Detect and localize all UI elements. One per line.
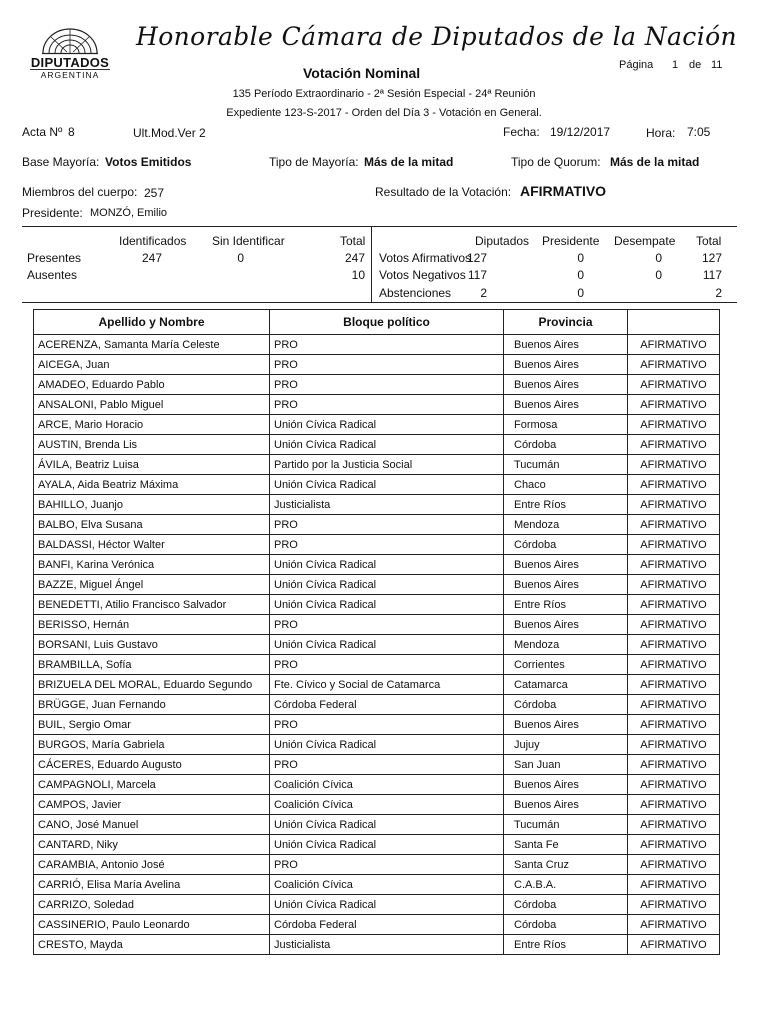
member-voto: AFIRMATIVO bbox=[628, 395, 720, 415]
member-voto: AFIRMATIVO bbox=[628, 675, 720, 695]
member-name: BANFI, Karina Verónica bbox=[34, 555, 270, 575]
member-name: BRIZUELA DEL MORAL, Eduardo Segundo bbox=[34, 675, 270, 695]
logo-main-text: DIPUTADOS bbox=[30, 55, 110, 70]
page-number: 1 bbox=[672, 59, 679, 71]
tipo-quorum-label: Tipo de Quorum: bbox=[511, 155, 601, 169]
member-provincia: Buenos Aires bbox=[504, 795, 628, 815]
negativos-presidente: 0 bbox=[577, 268, 584, 282]
member-name: CÁCERES, Eduardo Augusto bbox=[34, 755, 270, 775]
table-row bbox=[34, 355, 720, 375]
member-name: AYALA, Aida Beatriz Máxima bbox=[34, 475, 270, 495]
tipo-mayoria-value: Más de la mitad bbox=[364, 155, 454, 169]
member-voto: AFIRMATIVO bbox=[628, 775, 720, 795]
presentes-identificados: 247 bbox=[141, 251, 162, 265]
table-row bbox=[34, 715, 720, 735]
afirmativos-label: Votos Afirmativos bbox=[379, 251, 472, 265]
document-title: Votación Nominal bbox=[303, 65, 421, 81]
summary-divider bbox=[371, 226, 372, 302]
member-voto: AFIRMATIVO bbox=[628, 895, 720, 915]
table-row bbox=[34, 575, 720, 595]
member-provincia: Entre Ríos bbox=[504, 495, 628, 515]
table-row bbox=[34, 735, 720, 755]
member-provincia: Tucumán bbox=[504, 815, 628, 835]
member-bloque: PRO bbox=[270, 375, 504, 395]
tipo-mayoria-label: Tipo de Mayoría: bbox=[269, 155, 359, 169]
negativos-desempate: 0 bbox=[655, 268, 662, 282]
chamber-logo bbox=[30, 25, 110, 80]
presidente-value: MONZÓ, Emilio bbox=[90, 207, 167, 219]
member-voto: AFIRMATIVO bbox=[628, 575, 720, 595]
member-voto: AFIRMATIVO bbox=[628, 595, 720, 615]
base-mayoria-value: Votos Emitidos bbox=[105, 155, 192, 169]
member-provincia: Entre Ríos bbox=[504, 595, 628, 615]
session-line: 135 Período Extraordinario - 2ª Sesión Especial - 24ª Reunión bbox=[232, 88, 536, 100]
member-provincia: Chaco bbox=[504, 475, 628, 495]
member-voto: AFIRMATIVO bbox=[628, 915, 720, 935]
member-name: BRÜGGE, Juan Fernando bbox=[34, 695, 270, 715]
member-bloque: Unión Cívica Radical bbox=[270, 475, 504, 495]
member-name: CRESTO, Mayda bbox=[34, 935, 270, 955]
resultado-label: Resultado de la Votación: bbox=[375, 185, 512, 199]
table-row bbox=[34, 455, 720, 475]
logo-sub-text: ARGENTINA bbox=[30, 69, 110, 80]
table-row bbox=[34, 895, 720, 915]
member-name: AICEGA, Juan bbox=[34, 355, 270, 375]
member-voto: AFIRMATIVO bbox=[628, 495, 720, 515]
page-total: 11 bbox=[711, 59, 723, 71]
member-voto: AFIRMATIVO bbox=[628, 415, 720, 435]
table-row bbox=[34, 375, 720, 395]
summary-bottom-rule bbox=[22, 302, 737, 303]
member-name: CAMPOS, Javier bbox=[34, 795, 270, 815]
member-name: BALBO, Elva Susana bbox=[34, 515, 270, 535]
table-row bbox=[34, 815, 720, 835]
table-header-row bbox=[34, 310, 720, 335]
hora-value: 7:05 bbox=[687, 125, 711, 139]
member-bloque: PRO bbox=[270, 855, 504, 875]
table-row bbox=[34, 915, 720, 935]
member-provincia: Buenos Aires bbox=[504, 355, 628, 375]
member-bloque: Unión Cívica Radical bbox=[270, 435, 504, 455]
member-provincia: Córdoba bbox=[504, 435, 628, 455]
member-name: CANTARD, Niky bbox=[34, 835, 270, 855]
member-bloque: Coalición Cívica bbox=[270, 795, 504, 815]
member-name: BENEDETTI, Atilio Francisco Salvador bbox=[34, 595, 270, 615]
abstenciones-presidente: 0 bbox=[577, 286, 584, 300]
member-provincia: Buenos Aires bbox=[504, 335, 628, 355]
member-voto: AFIRMATIVO bbox=[628, 355, 720, 375]
fecha-value: 19/12/2017 bbox=[550, 125, 611, 139]
member-provincia: Tucumán bbox=[504, 455, 628, 475]
member-bloque: Unión Cívica Radical bbox=[270, 895, 504, 915]
member-name: CARAMBIA, Antonio José bbox=[34, 855, 270, 875]
fecha-label: Fecha: bbox=[503, 125, 540, 139]
column-header-provincia: Provincia bbox=[504, 310, 628, 335]
member-bloque: Unión Cívica Radical bbox=[270, 415, 504, 435]
member-voto: AFIRMATIVO bbox=[628, 615, 720, 635]
member-bloque: Unión Cívica Radical bbox=[270, 595, 504, 615]
member-provincia: Córdoba bbox=[504, 535, 628, 555]
member-voto: AFIRMATIVO bbox=[628, 695, 720, 715]
table-row bbox=[34, 435, 720, 455]
member-bloque: Unión Cívica Radical bbox=[270, 635, 504, 655]
negativos-total: 117 bbox=[702, 268, 722, 282]
votes-header-diputados: Diputados bbox=[475, 234, 530, 248]
member-voto: AFIRMATIVO bbox=[628, 795, 720, 815]
member-voto: AFIRMATIVO bbox=[628, 475, 720, 495]
member-name: CARRIÓ, Elisa María Avelina bbox=[34, 875, 270, 895]
member-voto: AFIRMATIVO bbox=[628, 435, 720, 455]
member-name: BORSANI, Luis Gustavo bbox=[34, 635, 270, 655]
member-provincia: Buenos Aires bbox=[504, 555, 628, 575]
member-bloque: Coalición Cívica bbox=[270, 875, 504, 895]
member-provincia: Buenos Aires bbox=[504, 395, 628, 415]
chamber-title: Honorable Cámara de Diputados de la Nación bbox=[136, 22, 738, 51]
acta-label: Acta Nº bbox=[22, 125, 63, 139]
table-row bbox=[34, 855, 720, 875]
member-voto: AFIRMATIVO bbox=[628, 875, 720, 895]
column-header-voto bbox=[628, 310, 720, 335]
member-provincia: C.A.B.A. bbox=[504, 875, 628, 895]
member-name: CAMPAGNOLI, Marcela bbox=[34, 775, 270, 795]
member-provincia: Buenos Aires bbox=[504, 615, 628, 635]
member-bloque: Fte. Cívico y Social de Catamarca bbox=[270, 675, 504, 695]
member-bloque: Unión Cívica Radical bbox=[270, 735, 504, 755]
dome-icon bbox=[39, 25, 101, 55]
expediente-line: Expediente 123-S-2017 - Orden del Día 3 - Votación en General. bbox=[226, 107, 542, 119]
member-bloque: Partido por la Justicia Social bbox=[270, 455, 504, 475]
presidente-label: Presidente: bbox=[22, 206, 83, 220]
member-provincia: Mendoza bbox=[504, 515, 628, 535]
votes-header-desempate: Desempate bbox=[614, 234, 676, 248]
member-voto: AFIRMATIVO bbox=[628, 715, 720, 735]
member-bloque: Unión Cívica Radical bbox=[270, 835, 504, 855]
member-bloque: PRO bbox=[270, 715, 504, 735]
member-voto: AFIRMATIVO bbox=[628, 735, 720, 755]
member-name: BUIL, Sergio Omar bbox=[34, 715, 270, 735]
member-voto: AFIRMATIVO bbox=[628, 555, 720, 575]
summary-top-rule bbox=[22, 226, 737, 227]
presentes-sin-identificar: 0 bbox=[237, 251, 244, 265]
ausentes-total: 10 bbox=[351, 268, 365, 282]
member-provincia: Córdoba bbox=[504, 915, 628, 935]
member-bloque: PRO bbox=[270, 535, 504, 555]
member-provincia: Buenos Aires bbox=[504, 375, 628, 395]
member-voto: AFIRMATIVO bbox=[628, 535, 720, 555]
member-voto: AFIRMATIVO bbox=[628, 935, 720, 955]
member-bloque: PRO bbox=[270, 615, 504, 635]
member-bloque: Justicialista bbox=[270, 935, 504, 955]
miembros-label: Miembros del cuerpo: bbox=[22, 185, 138, 199]
member-provincia: Córdoba bbox=[504, 895, 628, 915]
member-name: CANO, José Manuel bbox=[34, 815, 270, 835]
member-bloque: Unión Cívica Radical bbox=[270, 575, 504, 595]
member-bloque: Córdoba Federal bbox=[270, 915, 504, 935]
table-row bbox=[34, 415, 720, 435]
member-name: ARCE, Mario Horacio bbox=[34, 415, 270, 435]
table-row bbox=[34, 395, 720, 415]
attendance-header-total: Total bbox=[340, 234, 366, 248]
member-voto: AFIRMATIVO bbox=[628, 835, 720, 855]
member-bloque: Unión Cívica Radical bbox=[270, 815, 504, 835]
member-provincia: Buenos Aires bbox=[504, 575, 628, 595]
member-bloque: PRO bbox=[270, 515, 504, 535]
presentes-label: Presentes bbox=[27, 251, 82, 265]
miembros-value: 257 bbox=[144, 186, 165, 200]
member-provincia: Buenos Aires bbox=[504, 715, 628, 735]
member-voto: AFIRMATIVO bbox=[628, 855, 720, 875]
member-voto: AFIRMATIVO bbox=[628, 655, 720, 675]
member-voto: AFIRMATIVO bbox=[628, 635, 720, 655]
attendance-header-sin-identificar: Sin Identificar bbox=[212, 234, 285, 248]
table-row bbox=[34, 835, 720, 855]
member-provincia: Santa Fe bbox=[504, 835, 628, 855]
attendance-header-identificados: Identificados bbox=[119, 234, 187, 248]
member-bloque: PRO bbox=[270, 655, 504, 675]
table-row bbox=[34, 555, 720, 575]
acta-value: 8 bbox=[68, 125, 75, 139]
table-row bbox=[34, 695, 720, 715]
member-provincia: San Juan bbox=[504, 755, 628, 775]
table-row bbox=[34, 635, 720, 655]
table-row bbox=[34, 775, 720, 795]
column-header-nombre: Apellido y Nombre bbox=[34, 310, 270, 335]
table-row bbox=[34, 675, 720, 695]
members-table-body bbox=[34, 335, 720, 955]
member-provincia: Jujuy bbox=[504, 735, 628, 755]
abstenciones-label: Abstenciones bbox=[379, 286, 452, 300]
member-provincia: Entre Ríos bbox=[504, 935, 628, 955]
member-name: AMADEO, Eduardo Pablo bbox=[34, 375, 270, 395]
page-of-label: de bbox=[689, 59, 702, 71]
member-voto: AFIRMATIVO bbox=[628, 455, 720, 475]
member-name: BURGOS, María Gabriela bbox=[34, 735, 270, 755]
member-provincia: Buenos Aires bbox=[504, 775, 628, 795]
table-row bbox=[34, 655, 720, 675]
tipo-quorum-value: Más de la mitad bbox=[610, 155, 700, 169]
member-voto: AFIRMATIVO bbox=[628, 755, 720, 775]
resultado-value: AFIRMATIVO bbox=[520, 183, 607, 199]
abstenciones-diputados: 2 bbox=[480, 286, 487, 300]
afirmativos-diputados: 127 bbox=[466, 251, 487, 265]
member-voto: AFIRMATIVO bbox=[628, 815, 720, 835]
table-row bbox=[34, 615, 720, 635]
table-row bbox=[34, 935, 720, 955]
member-provincia: Formosa bbox=[504, 415, 628, 435]
member-voto: AFIRMATIVO bbox=[628, 375, 720, 395]
table-row bbox=[34, 475, 720, 495]
votes-header-total: Total bbox=[696, 234, 722, 248]
ausentes-label: Ausentes bbox=[27, 268, 78, 282]
member-provincia: Santa Cruz bbox=[504, 855, 628, 875]
base-mayoria-label: Base Mayoría: bbox=[22, 155, 100, 169]
members-vote-table bbox=[33, 309, 720, 955]
presentes-total: 247 bbox=[344, 251, 365, 265]
member-voto: AFIRMATIVO bbox=[628, 515, 720, 535]
member-provincia: Córdoba bbox=[504, 695, 628, 715]
abstenciones-total: 2 bbox=[715, 286, 722, 300]
member-bloque: PRO bbox=[270, 335, 504, 355]
member-name: BALDASSI, Héctor Walter bbox=[34, 535, 270, 555]
column-header-bloque: Bloque político bbox=[270, 310, 504, 335]
member-bloque: Coalición Cívica bbox=[270, 775, 504, 795]
afirmativos-presidente: 0 bbox=[577, 251, 584, 265]
table-row bbox=[34, 875, 720, 895]
member-bloque: Unión Cívica Radical bbox=[270, 555, 504, 575]
table-row bbox=[34, 515, 720, 535]
member-name: BAHILLO, Juanjo bbox=[34, 495, 270, 515]
page-label: Página bbox=[619, 59, 654, 71]
hora-label: Hora: bbox=[646, 126, 676, 140]
version-text: Ult.Mod.Ver 2 bbox=[133, 126, 206, 140]
member-provincia: Catamarca bbox=[504, 675, 628, 695]
table-row bbox=[34, 495, 720, 515]
member-name: ÁVILA, Beatriz Luisa bbox=[34, 455, 270, 475]
table-row bbox=[34, 795, 720, 815]
member-name: CARRIZO, Soledad bbox=[34, 895, 270, 915]
member-provincia: Corrientes bbox=[504, 655, 628, 675]
member-name: CASSINERIO, Paulo Leonardo bbox=[34, 915, 270, 935]
table-row bbox=[34, 535, 720, 555]
member-bloque: Justicialista bbox=[270, 495, 504, 515]
member-name: AUSTIN, Brenda Lis bbox=[34, 435, 270, 455]
negativos-diputados: 117 bbox=[467, 268, 487, 282]
member-name: BERISSO, Hernán bbox=[34, 615, 270, 635]
member-provincia: Mendoza bbox=[504, 635, 628, 655]
table-row bbox=[34, 595, 720, 615]
afirmativos-total: 127 bbox=[701, 251, 722, 265]
member-voto: AFIRMATIVO bbox=[628, 335, 720, 355]
negativos-label: Votos Negativos bbox=[379, 268, 466, 282]
votes-header-presidente: Presidente bbox=[542, 234, 600, 248]
member-bloque: PRO bbox=[270, 355, 504, 375]
table-row bbox=[34, 755, 720, 775]
member-name: BRAMBILLA, Sofía bbox=[34, 655, 270, 675]
member-name: ACERENZA, Samanta María Celeste bbox=[34, 335, 270, 355]
member-bloque: PRO bbox=[270, 395, 504, 415]
member-bloque: Córdoba Federal bbox=[270, 695, 504, 715]
member-name: ANSALONI, Pablo Miguel bbox=[34, 395, 270, 415]
table-row bbox=[34, 335, 720, 355]
member-bloque: PRO bbox=[270, 755, 504, 775]
member-name: BAZZE, Miguel Ángel bbox=[34, 575, 270, 595]
afirmativos-desempate: 0 bbox=[655, 251, 662, 265]
